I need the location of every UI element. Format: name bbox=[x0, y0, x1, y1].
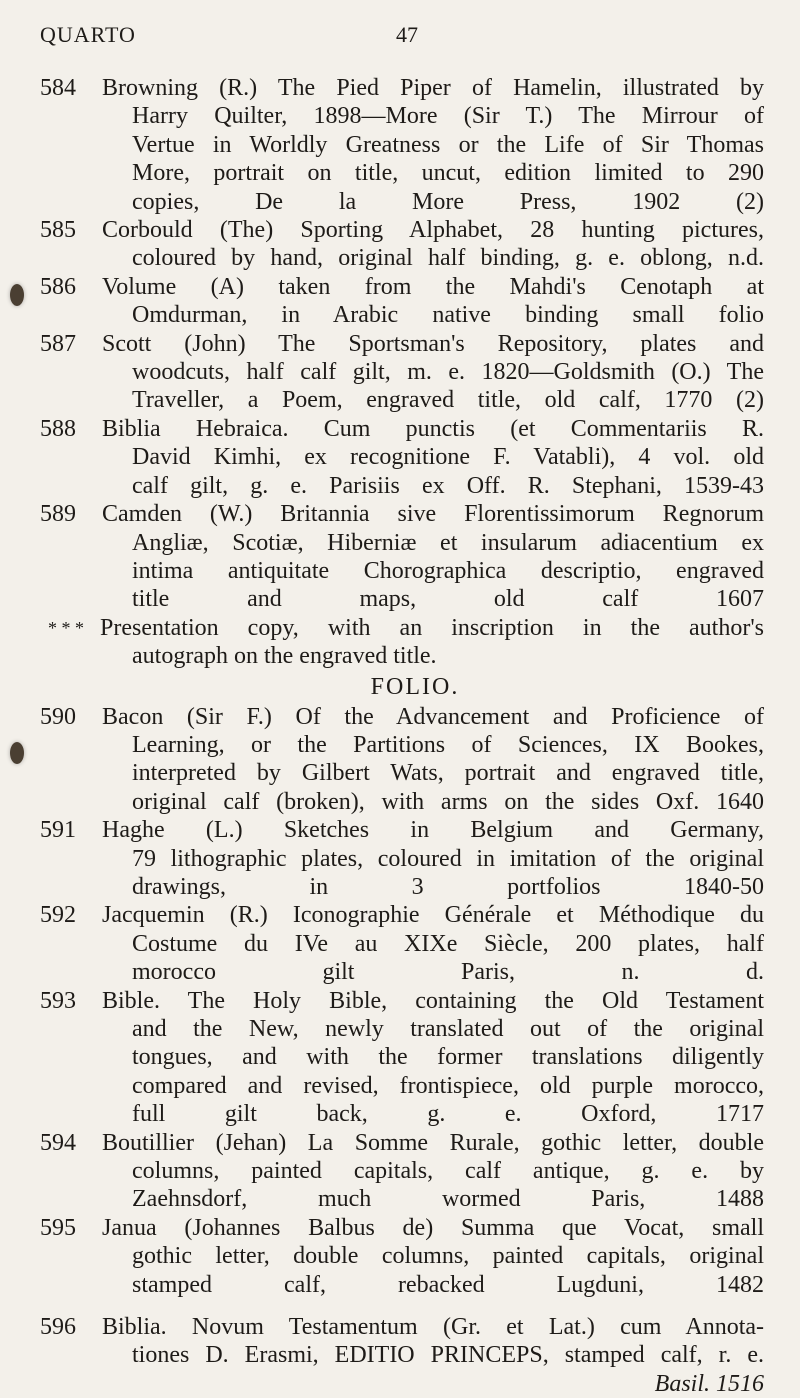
lot-number: 586 bbox=[40, 273, 76, 300]
entry-line: Biblia. Novum Testamentum (Gr. et Lat.) cum Annota- bbox=[102, 1314, 764, 1341]
entry-note bbox=[0, 614, 800, 671]
catalogue-entry bbox=[0, 1214, 800, 1299]
entry-line: Scott (John) The Sportsman's Repository, plates and bbox=[102, 330, 764, 357]
catalogue-entry bbox=[0, 216, 800, 273]
lot-number: 584 bbox=[40, 75, 76, 101]
entry-line: More, portrait on title, uncut, edition limited to 290 bbox=[132, 160, 764, 187]
entry-line: Bacon (Sir F.) Of the Advancement and Proficience of bbox=[102, 703, 764, 730]
catalogue-entries bbox=[0, 74, 800, 1398]
lot-number: 592 bbox=[40, 902, 76, 929]
catalogue-entry bbox=[0, 1313, 800, 1398]
entry-line: interpreted by Gilbert Wats, portrait and engraved title, bbox=[132, 760, 764, 787]
lot-number: 591 bbox=[40, 817, 76, 844]
entry-line: Angliæ, Scotiæ, Hiberniæ et insularum adiacentium ex bbox=[132, 529, 764, 556]
entry-line: stamped calf, rebacked Lugduni, 1482 bbox=[132, 1271, 764, 1298]
catalogue-entry bbox=[0, 415, 800, 500]
section-title: QUARTO bbox=[40, 22, 136, 47]
entry-line: title and maps, old calf 1607 bbox=[132, 586, 764, 613]
lot-number: 594 bbox=[40, 1129, 76, 1156]
entry-line: Harry Quilter, 1898—More (Sir T.) The Mirrour of bbox=[132, 103, 764, 130]
folio-section-heading: FOLIO. bbox=[370, 673, 460, 700]
entry-line: Janua (Johannes Balbus de) Summa que Vocat, small bbox=[102, 1214, 764, 1241]
catalogue-entry bbox=[0, 74, 800, 216]
page-number: 47 bbox=[396, 22, 418, 47]
entry-line: Costume du IVe au XIXe Siècle, 200 plates, half bbox=[132, 930, 764, 957]
lot-number: 585 bbox=[40, 217, 76, 244]
entry-line: original calf (broken), with arms on the sides Oxf. 1640 bbox=[132, 788, 764, 815]
entry-line: coloured by hand, original half binding, g. e. oblong, n.d. bbox=[132, 245, 764, 272]
entry-line: Traveller, a Poem, engraved title, old calf, 1770 (2) bbox=[132, 387, 764, 414]
entry-line: autograph on the engraved title. bbox=[132, 643, 437, 670]
catalogue-entry bbox=[0, 901, 800, 986]
lot-number: 596 bbox=[40, 1314, 76, 1341]
entry-line: Browning (R.) The Pied Piper of Hamelin, illustrated by bbox=[102, 75, 764, 101]
entry-line: and the New, newly translated out of the original bbox=[132, 1016, 764, 1042]
entry-line: tiones D. Erasmi, EDITIO PRINCEPS, stamped calf, r. e. bbox=[132, 1342, 764, 1369]
entry-line: drawings, in 3 portfolios 1840-50 bbox=[132, 873, 764, 900]
lot-number: 587 bbox=[40, 330, 76, 357]
entry-line: Corbould (The) Sporting Alphabet, 28 hunting pictures, bbox=[102, 217, 764, 244]
catalogue-entry bbox=[0, 500, 800, 614]
entry-line: copies, De la More Press, 1902 (2) bbox=[132, 188, 764, 215]
entry-line: gothic letter, double columns, painted capitals, original bbox=[132, 1243, 764, 1270]
catalogue-entry bbox=[0, 330, 800, 415]
entry-line: Basil. 1516 bbox=[654, 1370, 764, 1397]
entry-line: morocco gilt Paris, n. d. bbox=[132, 959, 764, 986]
entry-line: Vertue in Worldly Greatness or the Life of Sir Thomas bbox=[132, 131, 764, 158]
entry-line: Omdurman, in Arabic native binding small folio bbox=[132, 302, 764, 329]
entry-line: Camden (W.) Britannia sive Florentissimorum Regnorum bbox=[102, 501, 764, 528]
entry-line: Biblia Hebraica. Cum punctis (et Commentariis R. bbox=[102, 415, 764, 442]
entry-spacer bbox=[0, 1299, 800, 1313]
entry-line: Learning, or the Partitions of Sciences, IX Bookes, bbox=[132, 731, 764, 758]
entry-line: tongues, and with the former translations diligently bbox=[132, 1044, 764, 1071]
entry-line: Volume (A) taken from the Mahdi's Cenotaph at bbox=[102, 273, 764, 300]
catalogue-entry bbox=[0, 1129, 800, 1214]
note-asterisks: * * * bbox=[48, 617, 84, 638]
catalogue-entry bbox=[0, 703, 800, 817]
entry-line: woodcuts, half calf gilt, m. e. 1820—Goldsmith (O.) The bbox=[132, 359, 764, 386]
catalogue-entry bbox=[0, 987, 800, 1129]
entry-line: Haghe (L.) Sketches in Belgium and Germany, bbox=[102, 817, 764, 844]
entry-line: 79 lithographic plates, coloured in imitation of the original bbox=[132, 845, 764, 872]
entry-line: full gilt back, g. e. Oxford, 1717 bbox=[132, 1101, 764, 1128]
lot-number: 589 bbox=[40, 501, 76, 528]
entry-line: Boutillier (Jehan) La Somme Rurale, gothic letter, double bbox=[102, 1129, 764, 1156]
entry-line: calf gilt, g. e. Parisiis ex Off. R. Stephani, 1539-43 bbox=[132, 472, 764, 499]
entry-line: Bible. The Holy Bible, containing the Old Testament bbox=[102, 987, 764, 1014]
lot-number: 593 bbox=[40, 987, 76, 1014]
catalogue-entry bbox=[0, 273, 800, 330]
entry-line: compared and revised, frontispiece, old purple morocco, bbox=[132, 1072, 764, 1099]
entry-line: Presentation copy, with an inscription in the author's bbox=[100, 614, 764, 641]
entry-line: Jacquemin (R.) Iconographie Générale et Méthodique du bbox=[102, 902, 764, 929]
entry-line: intima antiquitate Chorographica descriptio, engraved bbox=[132, 557, 764, 584]
lot-number: 595 bbox=[40, 1214, 76, 1241]
page-header bbox=[40, 22, 760, 54]
lot-number: 590 bbox=[40, 703, 76, 730]
lot-number: 588 bbox=[40, 415, 76, 442]
entry-line: Zaehnsdorf, much wormed Paris, 1488 bbox=[132, 1186, 764, 1213]
catalogue-entry bbox=[0, 816, 800, 901]
entry-line: columns, painted capitals, calf antique, g. e. by bbox=[132, 1158, 764, 1185]
entry-line: David Kimhi, ex recognitione F. Vatabli), 4 vol. old bbox=[132, 444, 764, 471]
